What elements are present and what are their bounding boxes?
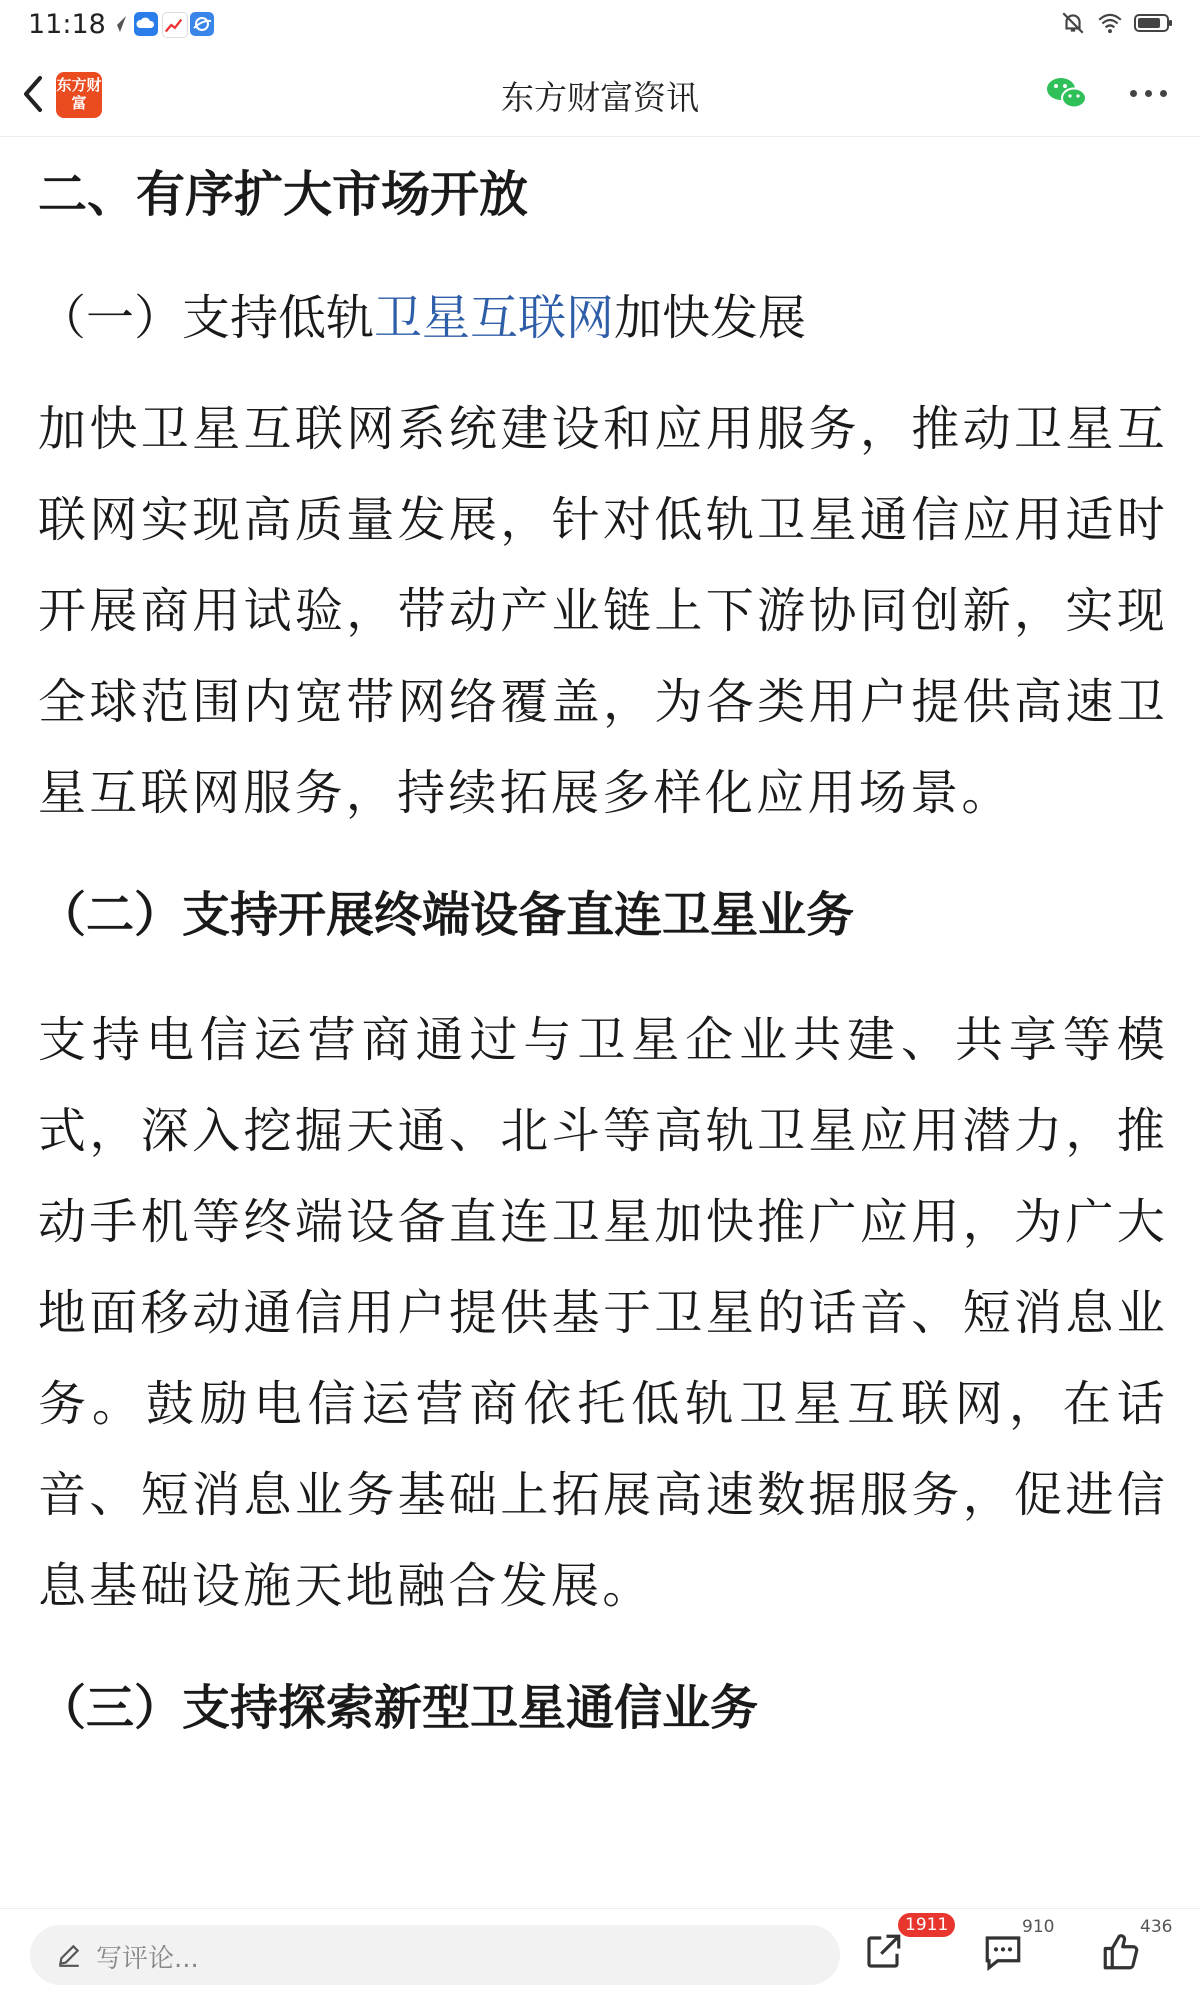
- status-right-icons: [1060, 10, 1174, 36]
- subheading-1: [38, 278, 1168, 358]
- satellite-internet-link[interactable]: 卫星互联网: [374, 290, 615, 346]
- subheading-1-suffix: 加快发展: [614, 290, 807, 346]
- share-count-badge: 1911: [898, 1913, 955, 1937]
- bottom-action-bar: [0, 1908, 1200, 2001]
- subheading-3: （三）支持探索新型卫星通信业务: [38, 1680, 759, 1736]
- more-dot-icon: [1130, 90, 1137, 97]
- like-count: 436: [1140, 1917, 1173, 1937]
- cloud-app-icon: [134, 12, 158, 36]
- subheading-2: （二）支持开展终端设备直连卫星业务: [38, 887, 855, 943]
- nav-bar: [0, 52, 1200, 137]
- app-logo: 东方财富: [56, 72, 102, 118]
- pen-icon: [56, 1942, 82, 1968]
- more-dot-icon: [1145, 90, 1152, 97]
- like-icon[interactable]: [1100, 1931, 1142, 1973]
- comment-placeholder: 写评论...: [96, 1944, 199, 1974]
- stock-app-icon: [162, 12, 188, 38]
- more-dot-icon: [1160, 90, 1167, 97]
- article-body: [38, 136, 1168, 1748]
- battery-icon: [1134, 11, 1174, 35]
- wechat-share-icon[interactable]: [1045, 74, 1089, 114]
- status-bar: [0, 0, 1200, 50]
- browser-app-icon: [190, 12, 214, 36]
- page-title: 东方财富资讯: [501, 78, 699, 117]
- mute-bell-icon: [1060, 10, 1086, 36]
- section-title: 二、有序扩大市场开放: [38, 166, 529, 223]
- subheading-1-prefix: （一）支持低轨: [38, 290, 375, 346]
- comment-count: 910: [1022, 1917, 1055, 1937]
- wifi-icon: [1096, 10, 1124, 36]
- paragraph-1: 加快卫星互联网系统建设和应用服务，推动卫星互联网实现高质量发展，针对低轨卫星通信应用适时开展商用试验，带动产业链上下游协同创新，实现全球范围内宽带网络覆盖，为各类用户提供高速卫星互联网服务，持续拓展多样化应用场景。: [38, 401, 1168, 821]
- more-menu-button[interactable]: [1130, 90, 1167, 97]
- comment-input[interactable]: [30, 1925, 840, 1985]
- navigation-icon: [106, 12, 130, 36]
- paragraph-2: 支持电信运营商通过与卫星企业共建、共享等模式，深入挖掘天通、北斗等高轨卫星应用潜力，推动手机等终端设备直连卫星加快推广应用，为广大地面移动通信用户提供基于卫星的话音、短消息业务。鼓励电信运营商依托低轨卫星互联网，在话音、短消息业务基础上拓展高速数据服务，促进信息基础设施天地融合发展。: [38, 1012, 1168, 1614]
- share-icon[interactable]: [862, 1931, 904, 1973]
- status-time: 11:18: [28, 9, 106, 40]
- comment-icon[interactable]: [982, 1931, 1024, 1973]
